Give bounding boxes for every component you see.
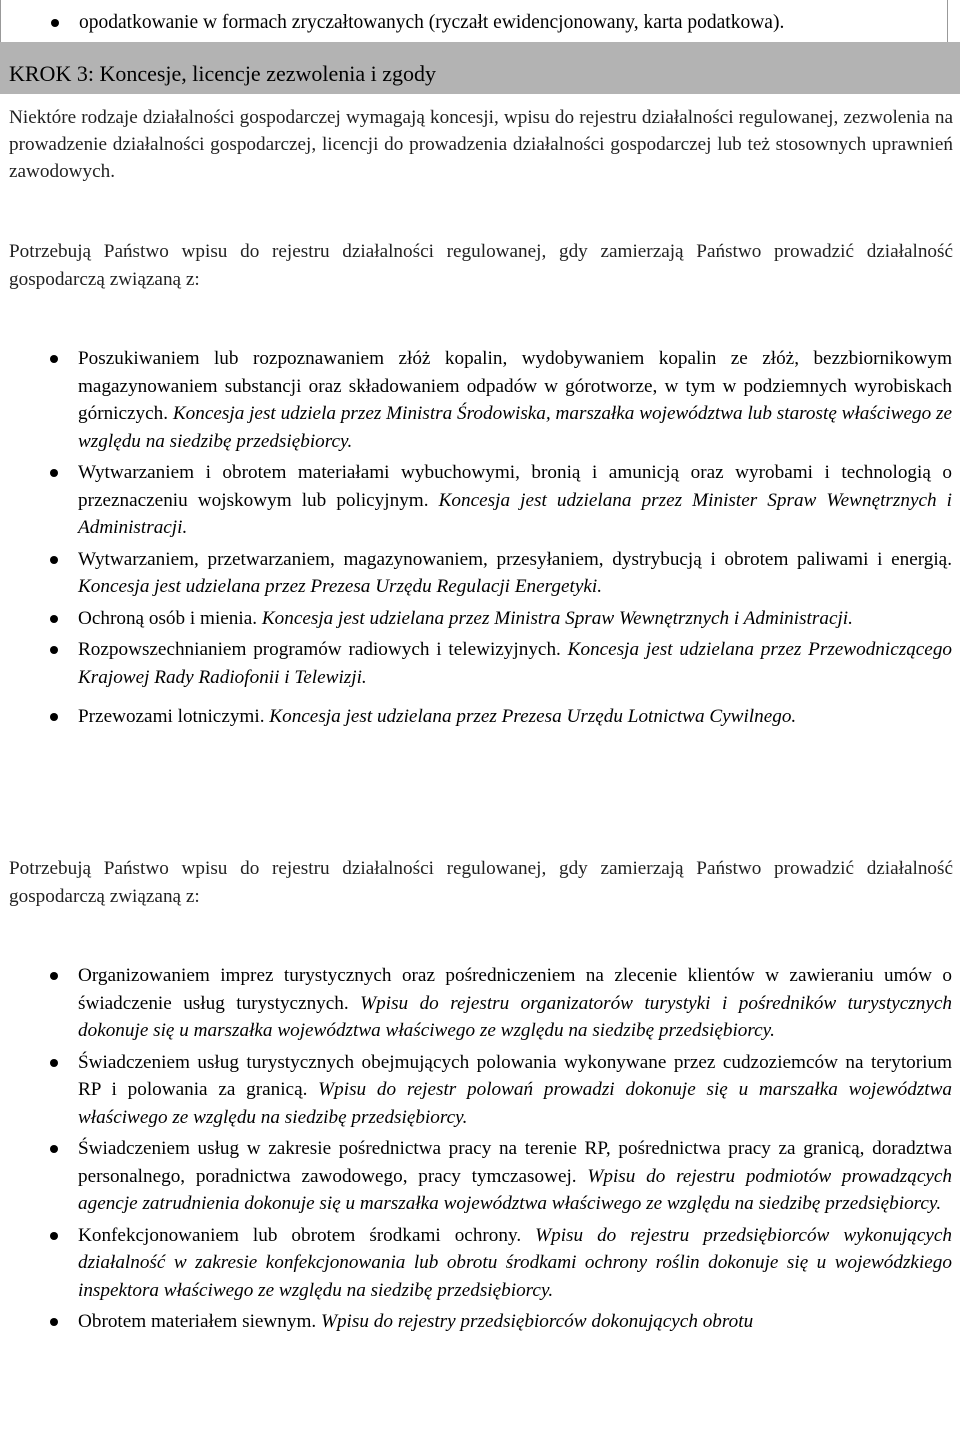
bullet-icon <box>50 615 58 623</box>
list-item-note: Wpisu do rejestru organizatorów turystyki i pośredników turystycznych dokonuje się u marszałka województwa właściwego ze względu na siedzibę przedsiębiorcy. <box>78 992 952 1041</box>
list-item-note: Koncesja jest udzielana przez Prezesa Urzędu Lotnictwa Cywilnego. <box>269 706 797 727</box>
list-item-note: Koncesja jest udzielana przez Przewodniczącego Krajowej Rady Radiofonii i Telewizji. <box>78 639 953 688</box>
lead-paragraph-2: Potrzebują Państwo wpisu do rejestru działalności regulowanej, gdy zamierzają Państwo prowadzić działalność gospodarczą związaną z: <box>9 858 953 907</box>
list-item <box>0 1135 952 1218</box>
section-heading: KROK 3: Koncesje, licencje zezwolenia i zgody <box>0 42 960 94</box>
list-item-note: Wpisu do rejestr polowań prowadzi dokonuje się u marszałka województwa właściwego ze względu na siedzibę przedsiębiorcy. <box>78 1079 953 1128</box>
list-item <box>0 1049 952 1132</box>
list-item-text: Obrotem materiałem siewnym. <box>78 1311 317 1332</box>
list-item-note: Wpisu do rejestru przedsiębiorców wykonujących działalność w zakresie konfekcjonowania lub obrotu środkami ochrony roślin dokonuje się u wojewódzkiego inspektora właściwego ze względu na siedzibę przedsiębiorcy. <box>78 1224 952 1301</box>
list-item-text: Wytwarzaniem, przetwarzaniem, magazynowaniem, przesyłaniem, dystrybucją i obrotem paliwami i energią. <box>78 548 952 570</box>
list-item <box>0 962 952 1045</box>
list-item-note: Koncesja jest udzielana przez Minister Spraw Wewnętrznych i Administracji. <box>78 489 952 538</box>
list-item <box>0 636 952 691</box>
bullet-icon <box>50 1145 58 1153</box>
list-item-note: Koncesja jest udzielana przez Ministra Spraw Wewnętrznych i Administracji. <box>261 607 853 629</box>
licence-list <box>0 345 960 731</box>
lead-paragraph-1: Potrzebują Państwo wpisu do rejestru działalności regulowanej, gdy zamierzają Państwo prowadzić działalność gospodarczą związaną z: <box>9 241 953 290</box>
bullet-icon <box>50 469 58 477</box>
list-item-note: Koncesja jest udziela przez Ministra Środowiska, marszałka województwa lub starostę właściwego ze względu na siedzibę przedsiębiorcy. <box>78 403 953 452</box>
top-bullet-text: opodatkowanie w formach zryczałtowanych (ryczałt ewidencjonowany, karta podatkowa). <box>79 12 785 33</box>
list-item-note: Koncesja jest udzielana przez Prezesa Urzędu Regulacji Energetyki. <box>78 576 603 597</box>
list-item <box>0 605 952 633</box>
list-item-note: Wpisu do rejestry przedsiębiorców dokonujących obrotu <box>320 1311 754 1332</box>
bullet-icon <box>50 646 58 654</box>
bullet-icon <box>51 19 59 27</box>
list-item-text: Organizowaniem imprez turystycznych oraz pośredniczeniem na zlecenie klientów w zawieraniu umów o świadczenie usług turystycznych. <box>78 965 952 1014</box>
intro-paragraph: Niektóre rodzaje działalności gospodarczej wymagają koncesji, wpisu do rejestru działalności regulowanej, zezwolenia na prowadzenie działalności gospodarczej, licencji do prowadzenia działalności gospodarczej lub też stosownych uprawnień zawodowych. <box>9 107 953 182</box>
list-item-text: Wytwarzaniem i obrotem materiałami wybuchowymi, bronią i amunicją oraz wyrobami i technologią o przeznaczeniu wojskowym lub policyjnym. <box>78 462 952 511</box>
bullet-icon <box>50 713 58 721</box>
top-bullet-row <box>0 0 948 42</box>
bullet-icon <box>50 1318 58 1326</box>
list-item <box>0 546 952 601</box>
list-item <box>0 703 952 731</box>
register-list <box>0 962 960 1336</box>
list-item-text: Świadczeniem usług w zakresie pośrednictwa pracy na terenie RP, pośrednictwa pracy za granicą, doradztwa personalnego, poradnictwa zawodowego, pracy tymczasowej. <box>78 1138 952 1187</box>
bullet-icon <box>50 1059 58 1067</box>
list-item-text: Poszukiwaniem lub rozpoznawaniem złóż kopalin, wydobywaniem kopalin ze złóż, bezzbiornikowym magazynowaniem substancji oraz składowaniem odpadów w górotworze, w tym w podziemnych wyrobiskach górniczych. <box>78 348 952 424</box>
list-item-text: Konfekcjonowaniem lub obrotem środkami ochrony. <box>78 1224 522 1246</box>
list-item <box>0 1222 952 1305</box>
list-item-note: Wpisu do rejestru podmiotów prowadzących agencje zatrudnienia dokonuje się u marszałka województwa właściwego ze względu na siedzibę przedsiębiorcy. <box>78 1165 953 1214</box>
list-item <box>0 459 952 542</box>
list-item <box>0 345 952 455</box>
list-item-text: Przewozami lotniczymi. <box>78 706 265 727</box>
list-item-text: Świadczeniem usług turystycznych obejmujących polowania wykonywane przez cudzoziemców na terytorium RP i polowania za granicą. <box>78 1051 952 1100</box>
list-item-text: Ochroną osób i mienia. <box>78 607 258 629</box>
bullet-icon <box>50 972 58 980</box>
list-item-text: Rozpowszechnianiem programów radiowych i telewizyjnych. <box>78 639 561 660</box>
bullet-icon <box>50 556 58 564</box>
list-item <box>0 1308 952 1336</box>
bullet-icon <box>50 355 58 363</box>
bullet-icon <box>50 1232 58 1240</box>
